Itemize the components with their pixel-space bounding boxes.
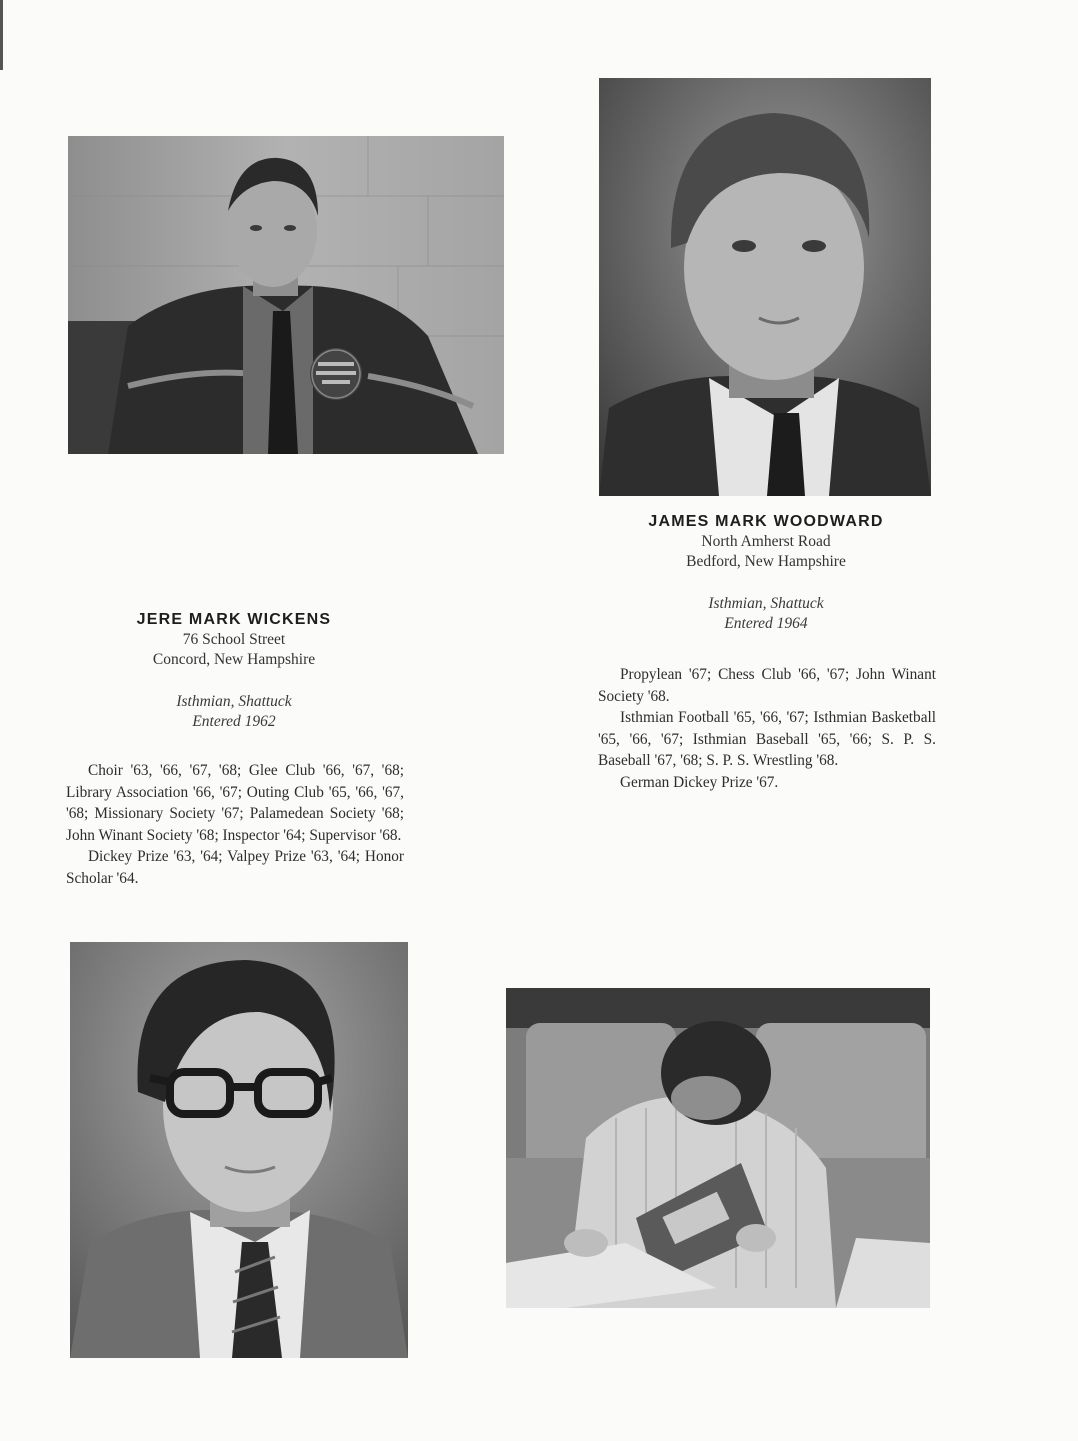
- photo-portrait-wickens: [70, 942, 408, 1358]
- house-affiliation: Isthmian, Shattuck: [708, 595, 824, 612]
- photo-student-reading: [506, 988, 930, 1308]
- address-line-1: 76 School Street: [182, 631, 286, 648]
- student-name: JAMES MARK WOODWARD: [648, 513, 884, 530]
- entry-header-woodward: [600, 512, 932, 634]
- record-paragraph: Isthmian Football '65, '66, '67; Isthmian Basketball '65, '66, '67; Isthmian Baseball '65, '66; S. P. S. Baseball '67, '68; S. P. S. Wrestling '68.: [598, 709, 936, 769]
- record-woodward: [598, 664, 936, 793]
- page-edge-mark: [0, 0, 3, 70]
- record-paragraph: Dickey Prize '63, '64; Valpey Prize '63, '64; Honor Scholar '64.: [66, 848, 404, 887]
- address-line-2: Concord, New Hampshire: [152, 651, 316, 668]
- photo-portrait-woodward: [599, 78, 931, 496]
- address-line-1: North Amherst Road: [701, 533, 831, 550]
- photo-student-in-jacket: [68, 136, 504, 454]
- address-line-2: Bedford, New Hampshire: [686, 553, 846, 570]
- record-paragraph: Propylean '67; Chess Club '66, '67; John Winant Society '68.: [598, 666, 936, 705]
- record-paragraph: Choir '63, '66, '67, '68; Glee Club '66, '67, '68; Library Association '66, '67; Outing Club '65, '66, '67, '68; Missionary Society '67; Palamedean Society '68; John Winant Society '68; Inspector '64; Supervisor '68.: [66, 762, 404, 844]
- entry-header-wickens: [68, 610, 400, 732]
- entered-year: Entered 1962: [192, 713, 276, 730]
- record-wickens: [66, 760, 404, 889]
- house-affiliation: Isthmian, Shattuck: [176, 693, 292, 710]
- entered-year: Entered 1964: [724, 615, 808, 632]
- student-name: JERE MARK WICKENS: [136, 611, 332, 628]
- record-paragraph: German Dickey Prize '67.: [620, 773, 779, 791]
